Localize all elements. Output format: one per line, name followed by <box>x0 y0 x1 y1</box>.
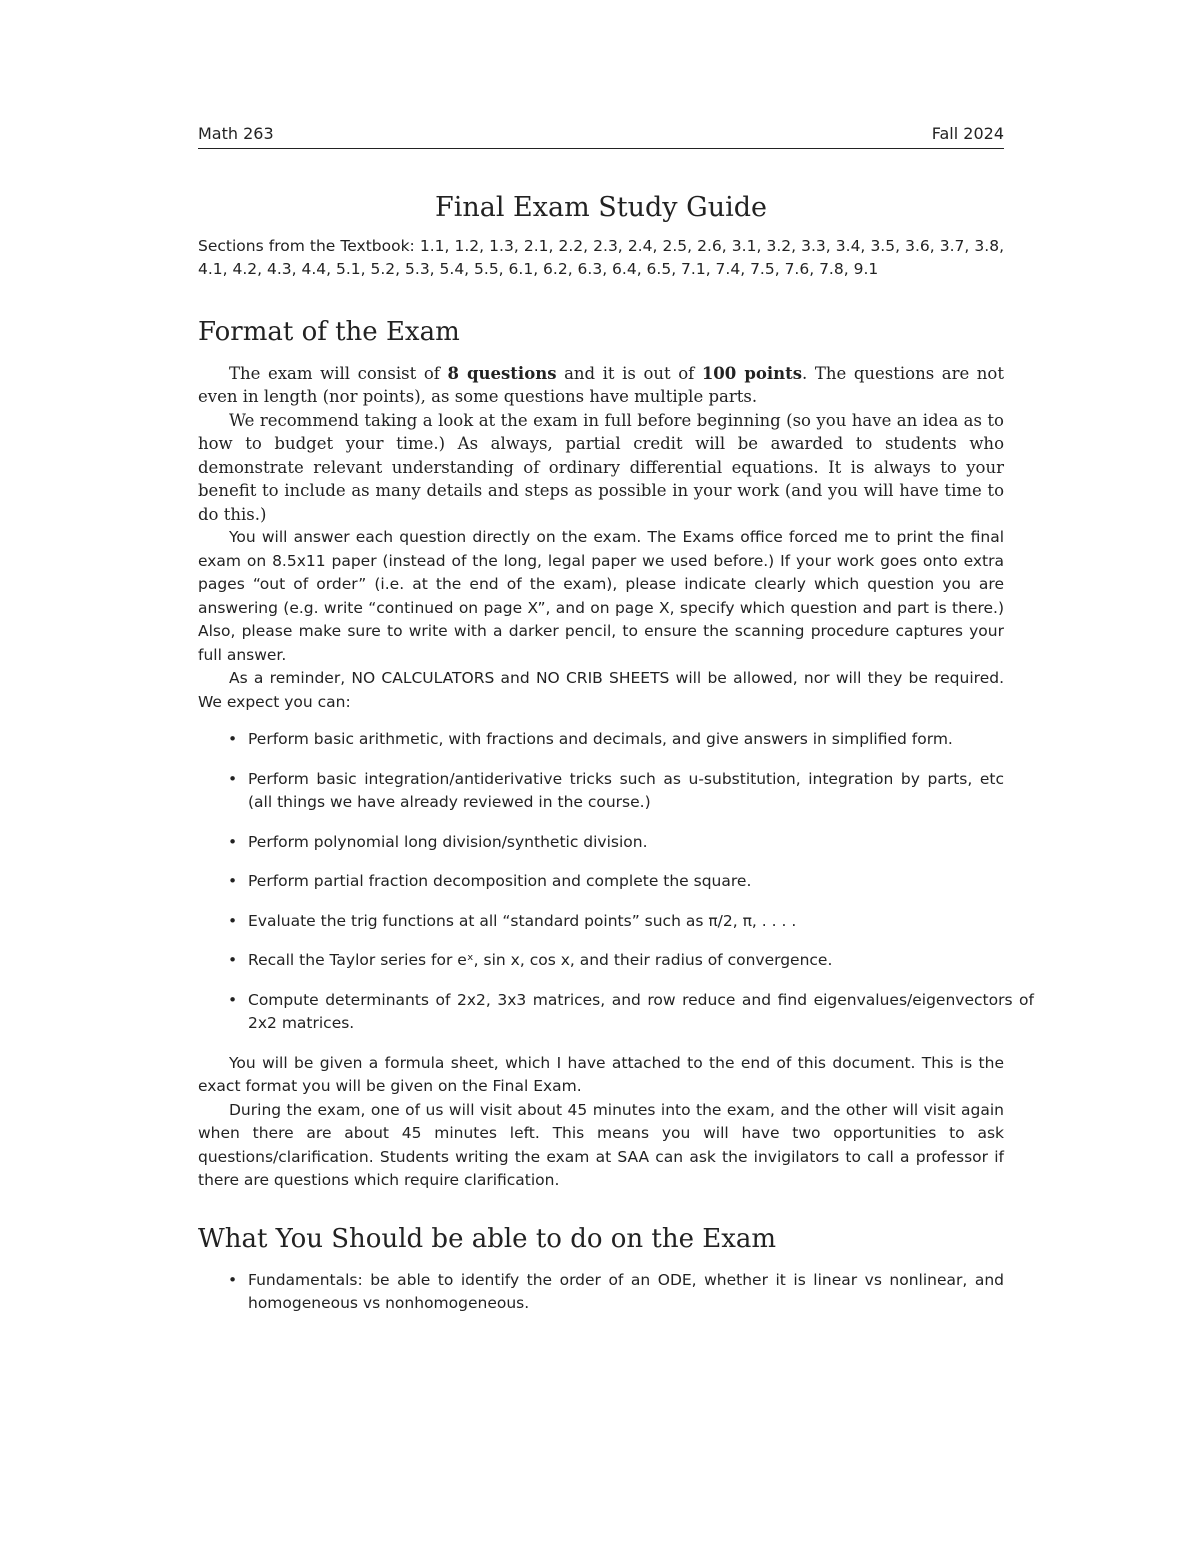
format-paragraph-6: During the exam, one of us will visit about 45 minutes into the exam, and the other will visit again when there are about 45 minutes left. This means you will have two opportunities to ask questions/clarification. Students writing the exam at SAA can ask the invigilators to call a professor if there are questions which require clarification. <box>198 1100 1004 1189</box>
skills-list <box>198 728 1034 1036</box>
bullet-icon: • <box>228 872 238 890</box>
format-paragraph-4: As a reminder, NO CALCULATORS and NO CRIB SHEETS will be allowed, nor will they be required. We expect you can: <box>198 669 1004 711</box>
bullet-icon: • <box>228 730 238 748</box>
format-paragraph-3: You will answer each question directly on the exam. The Exams office forced me to print the final exam on 8.5x11 paper (instead of the long, legal paper we used before.) If your work goes onto extra pages “out of order” (i.e. at the end of the exam), please indicate clearly which question you are answering (e.g. write “continued on page X”, and on page X, specify which question and part is there.) Also, please make sure to write with a darker pencil, to ensure the scanning procedure captures your full answer. <box>198 528 1004 664</box>
format-paragraph-1: The exam will consist of 8 questions and it is out of 100 points. The questions are not even in length (nor points), as some questions have multiple parts. <box>198 363 1004 406</box>
document-title: Final Exam Study Guide <box>434 191 767 223</box>
section-heading-format: Format of the Exam <box>198 316 460 347</box>
list-item: • Perform basic arithmetic, with fractions and decimals, and give answers in simplified form. <box>198 728 1004 752</box>
bullet-icon: • <box>228 832 238 851</box>
bullet-icon: • <box>228 990 238 1009</box>
list-item: • Perform polynomial long division/synthetic division. <box>198 831 1004 855</box>
bullet-icon: • <box>228 769 238 788</box>
bullet-icon: • <box>228 951 238 969</box>
bullet-icon: • <box>228 1270 238 1289</box>
format-paragraph-2: We recommend taking a look at the exam in full before beginning (so you have an idea as to how to budget your time.) As always, partial credit will be awarded to students who demonstrate relevant understanding of ordinary differential equations. It is always to your benefit to include as many details and steps as possible in your work (and you will have time to do this.) <box>198 410 1004 524</box>
textbook-sections: Sections from the Textbook: 1.1, 1.2, 1.3, 2.1, 2.2, 2.3, 2.4, 2.5, 2.6, 3.1, 3.2, 3.3, 3.4, 3.5, 3.6, 3.7, 3.8, 4.1, 4.2, 4.3, 4.4, 5.1, 5.2, 5.3, 5.4, 5.5, 6.1, 6.2, 6.3, 6.4, 6.5, 7.1, 7.4, 7.5, 7.6, 7.8, 9.1 <box>198 236 1004 278</box>
term: Fall 2024 <box>931 124 1004 143</box>
list-item: • Perform basic integration/antiderivative tricks such as u-substitution, integration by parts, etc (all things we have already reviewed in the course.) <box>228 769 1004 811</box>
course-name: Math 263 <box>198 124 274 143</box>
list-item: • Compute determinants of 2x2, 3x3 matrices, and row reduce and find eigenvalues/eigenvectors of 2x2 matrices. <box>228 990 1034 1032</box>
format-paragraph-5: You will be given a formula sheet, which I have attached to the end of this document. This is the exact format you will be given on the Final Exam. <box>198 1053 1004 1095</box>
abilities-list <box>198 1269 1004 1316</box>
list-item: • Evaluate the trig functions at all “standard points” such as π/2, π, . . . . <box>198 910 1004 934</box>
list-item: • Recall the Taylor series for eˣ, sin x, cos x, and their radius of convergence. <box>198 949 1004 973</box>
document-page <box>198 122 1034 1332</box>
section-heading-abilities: What You Should be able to do on the Exam <box>198 1223 777 1254</box>
bullet-icon: • <box>228 911 238 930</box>
running-header <box>198 122 1004 149</box>
list-item: • Fundamentals: be able to identify the order of an ODE, whether it is linear vs nonlinear, and homogeneous vs nonhomogeneous. <box>228 1270 1004 1312</box>
list-item: • Perform partial fraction decomposition and complete the square. <box>198 870 1004 894</box>
